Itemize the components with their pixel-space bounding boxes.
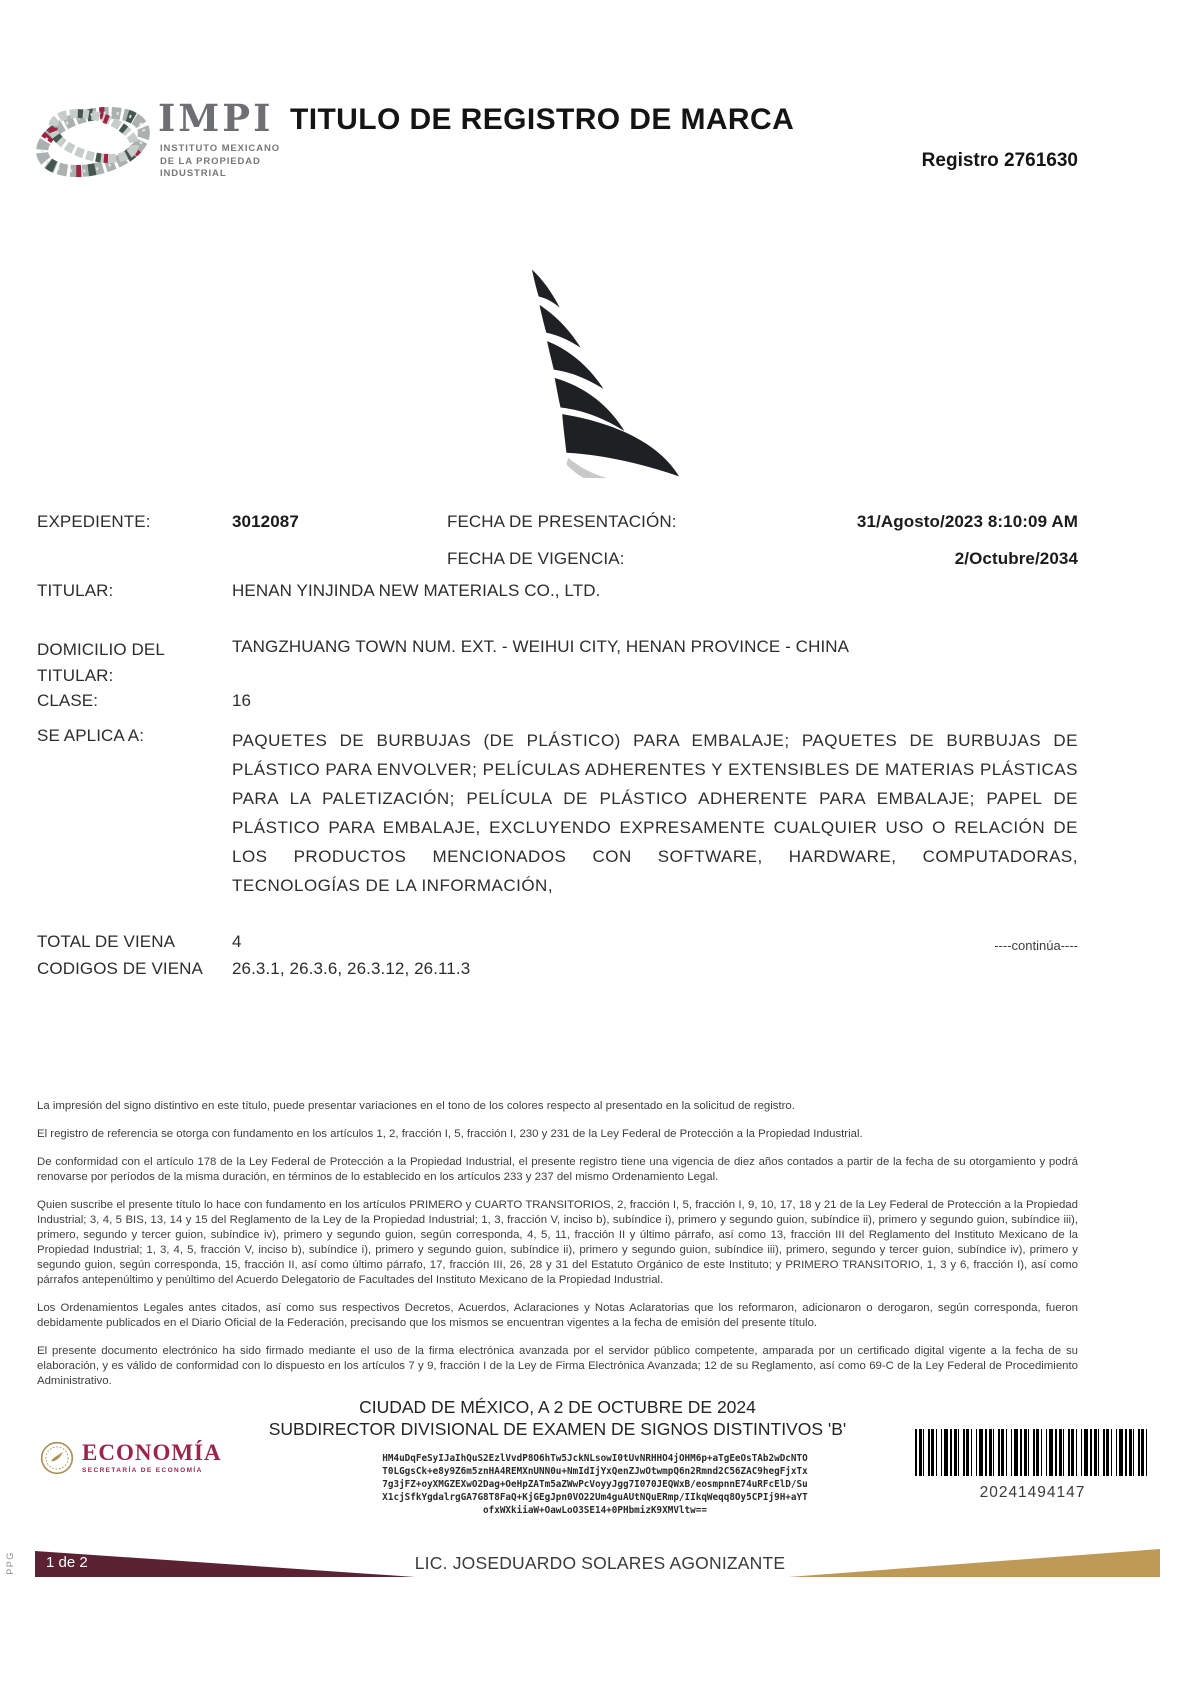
- impi-acronym: IMPI: [158, 96, 274, 140]
- legal-paragraph: El presente documento electrónico ha sido firmado mediante el uso de la firma electrónica avanzada por el servidor público competente, amparada por un certificado digital vigente a la fecha de su elaboración, y es válido de conformidad con lo dispuesto en los artículos 7 y 9, fracción I de la Ley de Firma Electrónica Avanzada; 12 de su Reglamento, así como 69-C de la Ley Federal de Procedimiento Administrativo.: [37, 1345, 1078, 1387]
- issuance-city-date: CIUDAD DE MÉXICO, A 2 DE OCTUBRE DE 2024: [359, 1397, 756, 1417]
- footer-gold-wedge: [788, 1549, 1160, 1577]
- hash-line: T0LGgsCk+e8y9Z6m5znHA4REMXnUNN0u+NmIdIjYxQenZJwOtwmpQ6n2Rmnd2C56ZAC9hegFjxTx: [382, 1466, 808, 1477]
- continua-marker: ----continúa----: [994, 938, 1078, 953]
- legal-paragraph: La impresión del signo distintivo en este título, puede presentar variaciones en el tono de los colores respecto al presentado en la solicitud de registro.: [37, 1100, 795, 1112]
- legal-paragraph: De conformidad con el artículo 178 de la Ley Federal de Protección a la Propiedad Industrial, el presente registro tiene una vigencia de diez años contados a partir de la fecha de su otorgamiento y podrá renovarse por períodos de la misma duración, en términos de lo establecido en los artículos 233 y 237 del mismo Ordenamiento Legal.: [37, 1156, 1078, 1183]
- signer-name: LIC. JOSEDUARDO SOLARES AGONIZANTE: [414, 1553, 786, 1573]
- se-aplica-label: SE APLICA A:: [37, 726, 145, 745]
- impi-subtitle-line: INSTITUTO MEXICANO: [160, 143, 280, 154]
- impi-institute-name: [160, 143, 280, 181]
- clase-value: 16: [232, 691, 252, 710]
- hash-line: 7g3jFZ+oyXMGZEXwO2Dag+OeHpZATm5aZWwPcVoyyJgg7I070JEQWxB/eosmpnnE74uRFcElD/Su: [382, 1479, 808, 1490]
- fecha-vigencia-value: 2/Octubre/2034: [954, 549, 1078, 568]
- trademark-sail-mark: [452, 268, 738, 478]
- side-label: PPG: [4, 1551, 15, 1575]
- document-title: TITULO DE REGISTRO DE MARCA: [290, 103, 795, 136]
- impi-mosaic-logo-icon: [33, 92, 153, 190]
- economia-wordmark: ECONOMÍA: [82, 1440, 222, 1465]
- legal-paragraphs: [37, 1099, 1078, 1402]
- codigos-viena-value: 26.3.1, 26.3.6, 26.3.12, 26.11.3: [232, 959, 471, 978]
- fecha-vigencia-label: FECHA DE VIGENCIA:: [447, 549, 625, 568]
- economia-subtitle: SECRETARÍA DE ECONOMÍA: [82, 1467, 203, 1474]
- titular-value: HENAN YINJINDA NEW MATERIALS CO., LTD.: [232, 581, 601, 600]
- economia-seal-icon: [40, 1441, 74, 1475]
- digital-signature-hash: [300, 1452, 890, 1517]
- fecha-presentacion-value: 31/Agosto/2023 8:10:09 AM: [856, 512, 1078, 531]
- barcode: [915, 1429, 1150, 1476]
- signer-title: SUBDIRECTOR DIVISIONAL DE EXAMEN DE SIGNOS DISTINTIVOS 'B': [268, 1419, 847, 1439]
- codigos-viena-label: CODIGOS DE VIENA: [37, 959, 203, 978]
- hash-line: X1cjSfkYgdalrgGA7G8T8FaQ+KjGEgJpn0VO22Um4guAUtNQuERmp/IIkqWeqq8Oy5CPIj9H+aYT: [382, 1492, 808, 1503]
- domicilio-label: DOMICILIO DEL TITULAR:: [37, 640, 165, 685]
- expediente-label: EXPEDIENTE:: [37, 512, 151, 531]
- registration-number: Registro 2761630: [921, 150, 1078, 171]
- domicilio-value: TANGZHUANG TOWN NUM. EXT. - WEIHUI CITY, HENAN PROVINCE - CHINA: [232, 637, 850, 656]
- impi-subtitle-line: INDUSTRIAL: [160, 168, 227, 179]
- hash-line: HM4uDqFeSyIJaIhQuS2EzlVvdP8O6hTw5JckNLsowI0tUvNRHHO4jOHM6p+aTgEeOsTAb2wDcNTO: [382, 1453, 808, 1464]
- footer-maroon-wedge: [35, 1551, 415, 1577]
- total-viena-label: TOTAL DE VIENA: [37, 932, 176, 951]
- se-aplica-value: PAQUETES DE BURBUJAS (DE PLÁSTICO) PARA EMBALAJE; PAQUETES DE BURBUJAS DE PLÁSTICO PARA ENVOLVER; PELÍCULAS ADHERENTES Y EXTENSIBLES DE MATERIAS PLÁSTICAS PARA LA PALETIZACIÓN; PELÍCULA DE PLÁSTICO ADHERENTE PARA EMBALAJE; PAPEL DE PLÁSTICO PARA EMBALAJE, EXCLUYENDO EXPRESAMENTE CUALQUIER USO O RELACIÓN DE LOS PRODUCTOS MENCIONADOS CON SOFTWARE, HARDWARE, COMPUTADORAS, TECNOLOGÍAS DE LA INFORMACIÓN,: [232, 731, 1078, 895]
- total-viena-value: 4: [232, 932, 242, 951]
- clase-label: CLASE:: [37, 691, 99, 710]
- fecha-presentacion-label: FECHA DE PRESENTACIÓN:: [447, 512, 677, 531]
- page-number: 1 de 2: [46, 1554, 88, 1571]
- economia-logo: [40, 1441, 222, 1475]
- titular-label: TITULAR:: [37, 581, 114, 600]
- legal-paragraph: Los Ordenamientos Legales antes citados, así como sus respectivos Decretos, Acuerdos, Aclaraciones y Notas Aclaratorias que los reformaron, adicionaron o derogaron, según corresponda, fueron debidamente publicados en el Diario Oficial de la Federación, precisando que los mismos se encuentran vigentes a la fecha de emisión del presente título.: [37, 1302, 1078, 1329]
- hash-line: ofxWXkiiaW+OawLoO3SE14+0PHbmizK9XMVltw==: [483, 1505, 707, 1516]
- expediente-value: 3012087: [232, 512, 299, 531]
- barcode-number: 20241494147: [979, 1484, 1086, 1501]
- impi-subtitle-line: DE LA PROPIEDAD: [160, 155, 261, 167]
- legal-paragraph: El registro de referencia se otorga con fundamento en los artículos 1, 2, fracción I, 5, fracción I, 230 y 231 de la Ley Federal de Protección a la Propiedad Industrial.: [37, 1128, 863, 1140]
- legal-paragraph: Quien suscribe el presente título lo hace con fundamento en los artículos PRIMERO y CUARTO TRANSITORIOS, 2, fracción I, 5, fracción I, 9, 10, 17, 18 y 21 de la Ley Federal de Protección a la Propiedad Industrial; 3, 4, 5 BIS, 13, 14 y 15 del Reglamento de la Ley de la Propiedad Industrial; 1, 3, fracción V, inciso b), subíndice i), primero y segundo guion, subíndice ii), primero y segundo guion, subíndice iii), primero, segundo y tercer guion, subíndice iv), primero y segundo guion, según corresponda, 4, 5, 11, fracción II y último párrafo, así como 13, fracción III del Reglamento del Instituto Mexicano de la Propiedad Industrial; 1, 3, 4, 5, fracción V, inciso b), subíndice i), primero y segundo guion, subíndice ii), primero y segundo guion, subíndice iii), primero, segundo y tercer guion, subíndice iv), primero y segundo guion, según corresponda, 15, fracción II, así como último párrafo, 17, fracción III, 26, 28 y 31 del Estatuto Orgánico de este Instituto; y PRIMERO TRANSITORIO, 1, 3 y 6, fracción I), así como párrafos antepenúltimo y penúltimo del Acuerdo Delegatorio de Facultades del Instituto Mexicano de la Propiedad Industrial.: [37, 1199, 1078, 1286]
